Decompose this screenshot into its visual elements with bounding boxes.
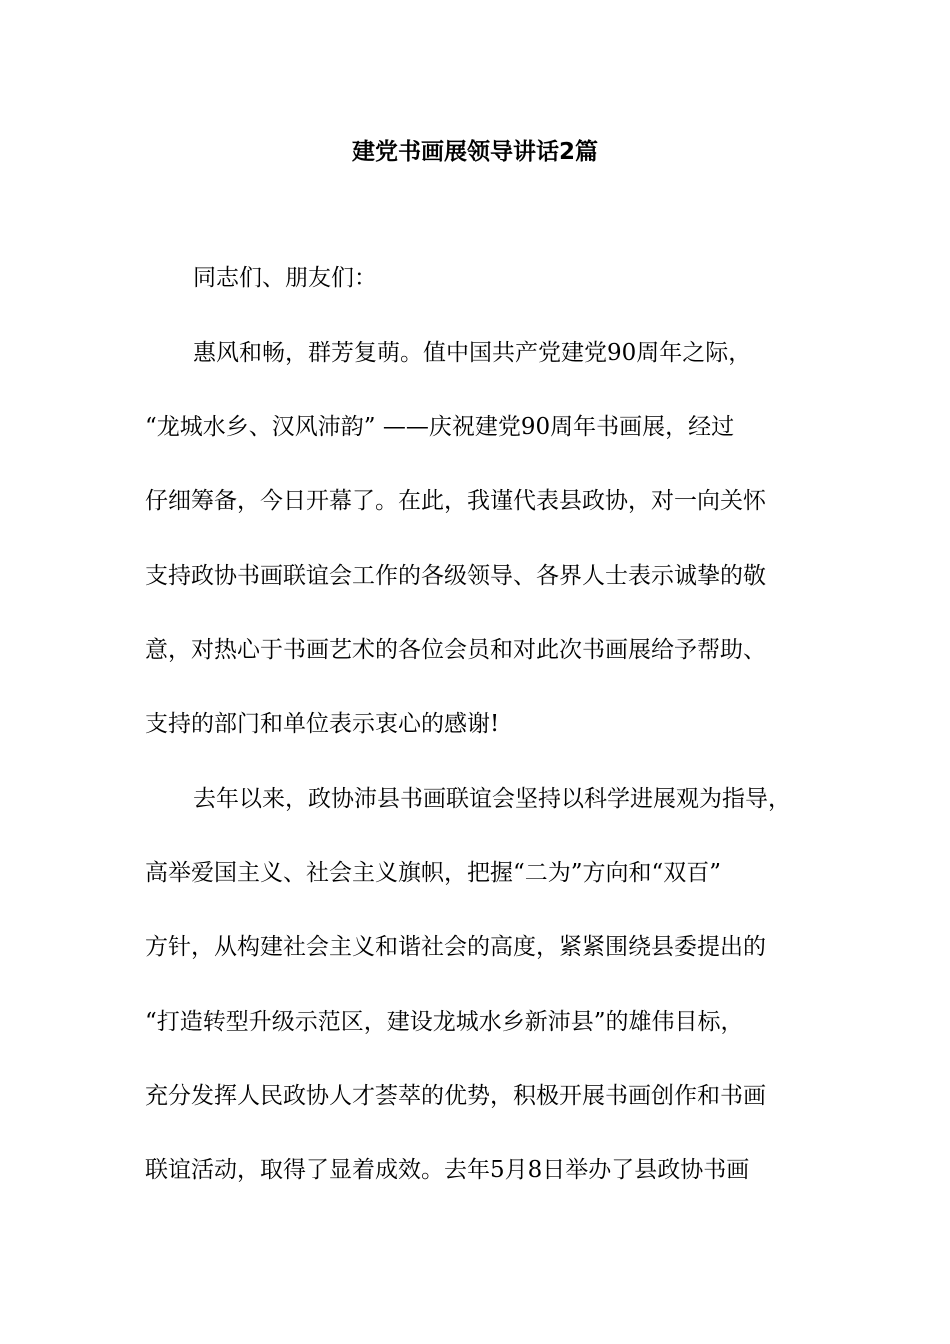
body-text-line: 惠风和畅，群芳复萌。值中国共产党建党90周年之际，	[193, 340, 752, 366]
body-text-line: 高举爱国主义、社会主义旗帜，把握“二为”方向和“双百”	[145, 860, 722, 886]
body-text-line: 意，对热心于书画艺术的各位会员和对此次书画展给予帮助、	[145, 637, 766, 663]
document-title: 建党书画展领导讲话2篇	[351, 139, 598, 165]
body-text-line: 去年以来，政协沛县书画联谊会坚持以科学进展观为指导，	[193, 786, 791, 812]
body-text-line: 仔细筹备，今日开幕了。在此，我谨代表县政协，对一向关怀	[145, 488, 766, 514]
body-text-line: 支持的部门和单位表示衷心的感谢!	[145, 711, 500, 737]
body-text-line: 方针，从构建社会主义和谐社会的高度，紧紧围绕县委提出的	[145, 934, 766, 960]
body-text-line: “龙城水乡、汉风沛韵” ——庆祝建党90周年书画展，经过	[145, 414, 735, 440]
body-text-line: 支持政协书画联谊会工作的各级领导、各界人士表示诚挚的敬	[145, 563, 766, 589]
salutation-line: 同志们、朋友们：	[193, 265, 377, 291]
body-text-line: 联谊活动，取得了显着成效。去年5月8日举办了县政协书画	[145, 1157, 750, 1183]
body-text-line: 充分发挥人民政协人才荟萃的优势，积极开展书画创作和书画	[145, 1083, 766, 1109]
body-text-line: “打造转型升级示范区，建设龙城水乡新沛县”的雄伟目标，	[145, 1009, 744, 1035]
